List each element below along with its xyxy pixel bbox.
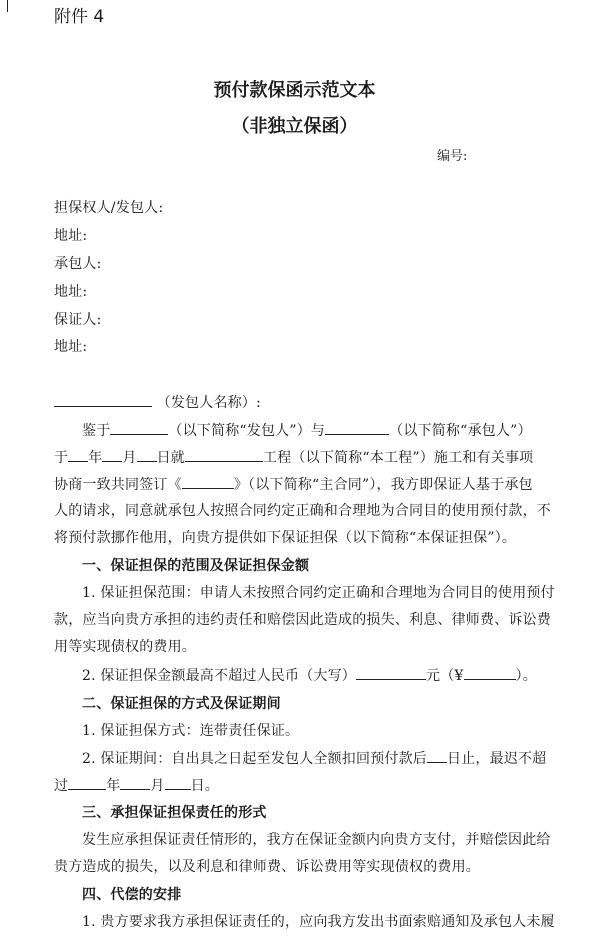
blank-field [120,775,150,790]
intro-line-4: 人的请求，同意就承包人按照合同约定正确和合理地为合同目的使用预付款，不 [54,503,551,519]
document-subtitle: （非独立保函） [231,116,358,137]
party-creditor-address: 地址: [54,228,88,244]
document-title: 预付款保函示范文本 [213,80,376,101]
blank-field [427,748,447,763]
party-contractor-address: 地址: [54,284,88,300]
blank-field [68,447,88,462]
party-guarantor: 保证人: [54,312,102,328]
blank-field [110,420,168,435]
party-guarantor-address: 地址: [54,339,88,355]
party-creditor: 担保权人/发包人: [54,200,164,216]
intro-line-2: 于 年 月 日就 工程（以下简称“本工程”）施工和有关事项 [54,447,533,468]
s1-p1-line1: 1. 保证担保范围：申请人未按照合同约定正确和合理地为合同目的使用预付 [82,585,555,601]
number-label: 编号: [437,149,468,164]
crop-mark [7,0,8,12]
blank-field [182,474,234,489]
section-4-heading: 四、代偿的安排 [82,887,182,903]
intro-line-3: 协商一致共同签订《 》（以下简称“主合同”），我方即保证人基于承包 [54,474,533,495]
s4-p1: 1. 贵方要求我方承担保证责任的，应向我方发出书面索赔通知及承包人未履 [82,914,555,930]
blank-field [137,447,157,462]
section-3-heading: 三、承担保证担保责任的形式 [82,805,267,821]
blank-field [325,420,389,435]
addressee-line: （发包人名称）: [54,392,261,413]
blank-field [102,447,122,462]
blank-field [165,775,191,790]
blank-field [68,775,106,790]
s1-p2: 2. 保证担保金额最高不超过人民币（大写） 元（¥ ）。 [82,665,537,686]
s1-p1-line2: 款，应当向贵方承担的违约责任和赔偿因此造成的损失、利息、律师费、诉讼费 [54,612,551,628]
intro-line-1: 鉴于 （以下简称“发包人”）与 （以下简称“承包人”） [82,420,532,441]
blank-field [356,665,426,680]
party-contractor: 承包人: [54,256,102,272]
s1-p1-line3: 用等实现债权的费用。 [54,639,196,655]
s2-p2: 2. 保证期间：自出具之日起至发包人全额扣回预付款后 日止，最迟不超 [82,748,546,769]
attachment-label: 附件 4 [54,7,105,27]
intro-line-5: 将预付款挪作他用，向贵方提供如下保证担保（以下简称“本保证担保”）。 [54,530,517,546]
s2-p3: 过 年 月 日。 [54,775,219,796]
s2-p1: 1. 保证担保方式：连带责任保证。 [82,723,300,739]
blank-field [54,392,152,407]
blank-field [185,447,263,462]
s3-p-line1: 发生应承担保证责任情形的，我方在保证金额内向贵方支付，并赔偿因此给 [82,832,551,848]
section-1-heading: 一、保证担保的范围及保证担保金额 [82,558,310,574]
blank-field [464,665,516,680]
s3-p-line2: 贵方造成的损失，以及利息和律师费、诉讼费用等实现债权的费用。 [54,859,480,875]
section-2-heading: 二、保证担保的方式及保证期间 [82,696,281,712]
